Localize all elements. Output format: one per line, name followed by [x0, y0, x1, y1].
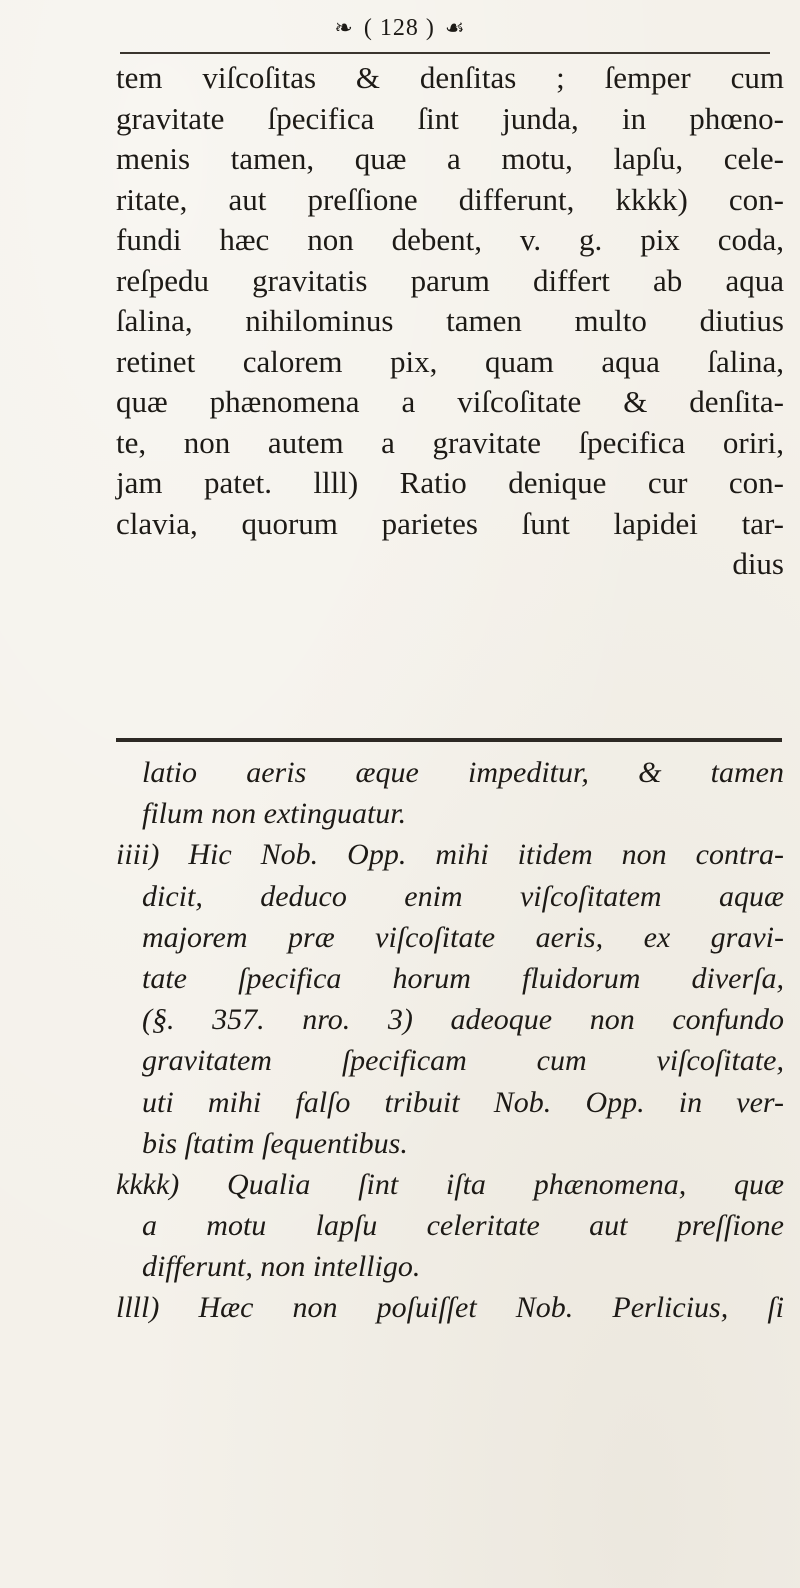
text-line: tem viſcoſitas & denſitas ; ſemper cum	[116, 60, 784, 95]
footnote-divider	[116, 738, 782, 742]
page-number: ( 128 )	[363, 14, 435, 41]
note-line: latio aeris æque impeditur, & tamen	[142, 756, 784, 789]
catchword: dius	[732, 546, 784, 581]
note-line: dicit, deduco enim viſcoſitatem aquæ	[142, 879, 784, 913]
note-line: iiii) Hic Nob. Opp. mihi itidem non contra-	[116, 838, 784, 872]
note-line: differunt, non intelligo.	[142, 1250, 421, 1284]
text-line: menis tamen, quæ a motu, lapſu, cele-	[116, 141, 784, 176]
left-ornament-icon: ❧	[334, 15, 354, 40]
header-rule	[120, 52, 770, 54]
text-line: te, non autem a gravitate ſpecifica oriri,	[116, 424, 784, 460]
note-line: gravitatem ſpecificam cum viſcoſitate,	[142, 1044, 784, 1078]
text-line: gravitate ſpecifica ſint junda, in phœno-	[116, 100, 784, 136]
note-line: majorem præ viſcoſitate aeris, ex gravi-	[142, 920, 784, 954]
note-line: llll) Hæc non poſuiſſet Nob. Perlicius, ſi	[116, 1291, 784, 1325]
note-line: filum non extinguatur.	[142, 797, 407, 831]
text-line: retinet calorem pix, quam aqua ſalina,	[116, 343, 784, 379]
text-line: fundi hæc non debent, v. g. pix coda,	[116, 222, 784, 257]
footnotes	[116, 752, 784, 1329]
text-line: ſalina, nihilominus tamen multo diutius	[116, 303, 784, 338]
note-line: kkkk) Qualia ſint iſta phænomena, quæ	[116, 1167, 784, 1201]
page-header	[0, 8, 800, 48]
text-line: quæ phænomena a viſcoſitate & denſita-	[116, 384, 784, 419]
note-line: tate ſpecifica horum fluidorum diverſa,	[142, 961, 784, 995]
note-line: bis ſtatim ſequentibus.	[142, 1126, 408, 1160]
note-line: uti mihi falſo tribuit Nob. Opp. in ver-	[142, 1085, 784, 1119]
main-text	[116, 58, 784, 585]
text-line: clavia, quorum parietes ſunt lapidei tar-	[116, 505, 784, 541]
right-ornament-icon: ☙	[444, 15, 466, 40]
text-line: ritate, aut preſſione differunt, kkkk) con-	[116, 181, 784, 217]
note-line: (§. 357. nro. 3) adeoque non confundo	[142, 1003, 784, 1037]
text-line: jam patet. llll) Ratio denique cur con-	[116, 465, 784, 500]
text-line: reſpedu gravitatis parum differt ab aqua	[116, 262, 784, 298]
note-line: a motu lapſu celeritate aut preſſione	[142, 1209, 784, 1243]
